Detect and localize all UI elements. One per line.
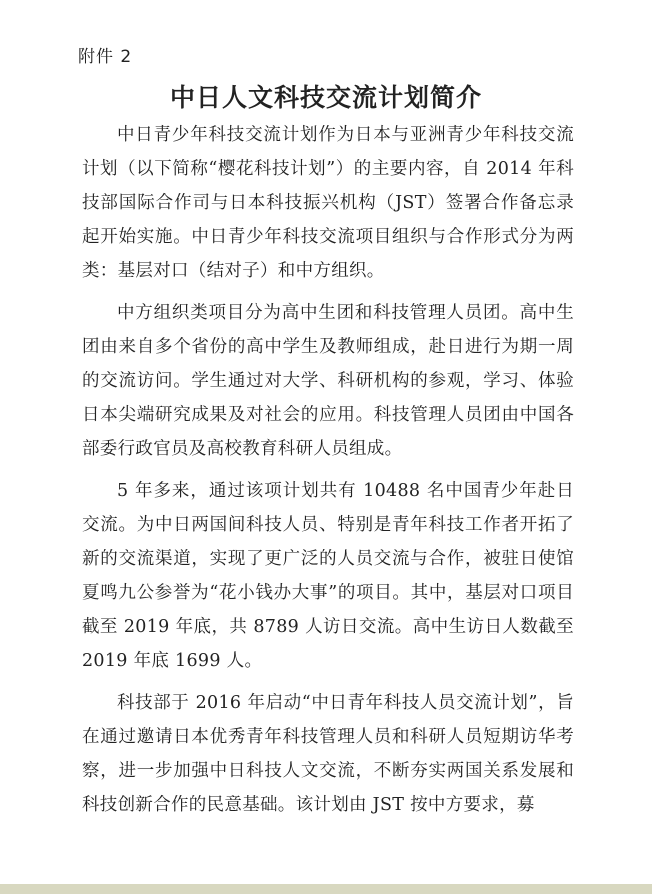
paragraph-3: 5 年多来，通过该项计划共有 10488 名中国青少年赴日交流。为中日两国间科技人员、特别是青年科技工作者开拓了新的交流渠道，实现了更广泛的人员交流与合作，被驻日使馆夏鸣九公参誉为“花小钱办大事”的项目。其中，基层对口项目截至 2019 年底，共 8789 人访日交流。高中生访日人数截至 2019 年底 1699 人。 xyxy=(82,481,574,671)
paragraph-4: 科技部于 2016 年启动“中日青年科技人员交流计划”，旨在通过邀请日本优秀青年科技管理人员和科研人员短期访华考察，进一步加强中日科技人文交流，不断夯实两国关系发展和科技创新合作的民意基础。该计划由 JST 按中方要求，募 xyxy=(82,693,574,815)
paragraph-1: 中日青少年科技交流计划作为日本与亚洲青少年科技交流计划（以下简称“樱花科技计划”）的主要内容，自 2014 年科技部国际合作司与日本科技振兴机构（JST）签署合作备忘录起开始实施。中日青少年科技交流项目组织与合作形式分为两类：基层对口（结对子）和中方组织。 xyxy=(82,125,574,281)
document-title: 中日人文科技交流计划简介 xyxy=(169,83,482,112)
document-body xyxy=(82,118,574,830)
paragraph-2: 中方组织类项目分为高中生团和科技管理人员团。高中生团由来自多个省份的高中学生及教师组成，赴日进行为期一周的交流访问。学生通过对大学、科研机构的参观，学习、体验日本尖端研究成果及对社会的应用。科技管理人员团由中国各部委行政官员及高校教育科研人员组成。 xyxy=(82,303,574,459)
attachment-label: 附件 2 xyxy=(78,47,133,67)
page-bottom-band xyxy=(0,884,652,894)
